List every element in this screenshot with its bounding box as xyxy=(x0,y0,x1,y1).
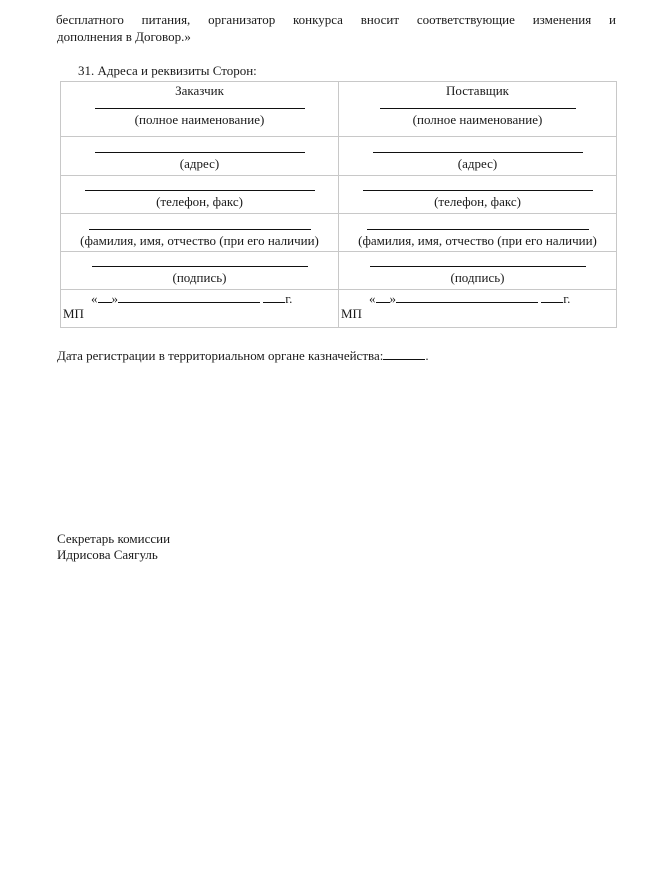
supplier-signature-cell xyxy=(339,252,617,290)
year-blank xyxy=(263,292,285,303)
table-row xyxy=(61,137,617,176)
signature-line xyxy=(89,229,311,230)
year-suffix: г. xyxy=(563,291,571,306)
date-quote-close: » xyxy=(389,291,396,306)
customer-header: Заказчик xyxy=(175,83,224,98)
caption-signature: (подпись) xyxy=(450,270,505,285)
signature-line xyxy=(92,266,308,267)
stamp-label: МП xyxy=(341,306,362,321)
month-blank xyxy=(396,292,538,303)
caption-phone-fax: (телефон, факс) xyxy=(156,194,243,209)
registration-blank xyxy=(383,349,425,360)
caption-full-name: (полное наименование) xyxy=(412,112,543,127)
stamp-label: МП xyxy=(63,306,84,321)
year-suffix: г. xyxy=(285,291,293,306)
caption-address: (адрес) xyxy=(179,156,220,171)
date-field xyxy=(339,290,616,306)
customer-phone-cell xyxy=(61,176,339,214)
customer-date-cell xyxy=(61,290,339,328)
caption-address: (адрес) xyxy=(457,156,498,171)
table-row xyxy=(61,82,617,137)
supplier-address-cell xyxy=(339,137,617,176)
registration-date-line xyxy=(57,348,429,364)
table-row xyxy=(61,176,617,214)
customer-name-cell xyxy=(61,82,339,137)
caption-full-name: (полное наименование) xyxy=(134,112,265,127)
registration-label: Дата регистрации в территориальном органе казначейства: xyxy=(57,348,384,363)
supplier-header: Поставщик xyxy=(445,83,509,98)
customer-fio-cell xyxy=(61,214,339,252)
paragraph-line-2: дополнения в Договор.» xyxy=(57,29,191,44)
table-row xyxy=(61,290,617,328)
signature-line xyxy=(95,108,305,109)
day-blank xyxy=(98,292,112,303)
caption-fio: (фамилия, имя, отчество (при его наличии) xyxy=(358,233,597,248)
signature-line xyxy=(380,108,576,109)
signature-line xyxy=(367,229,589,230)
supplier-phone-cell xyxy=(339,176,617,214)
table-row xyxy=(61,214,617,252)
secretary-title: Секретарь комиссии xyxy=(57,531,171,546)
caption-fio: (фамилия, имя, отчество (при его наличии) xyxy=(80,233,319,248)
section-heading: 31. Адреса и реквизиты Сторон: xyxy=(78,63,257,78)
registration-end: . xyxy=(425,348,429,363)
secretary-name: Идрисова Саягуль xyxy=(57,547,158,562)
customer-signature-cell xyxy=(61,252,339,290)
signature-line xyxy=(370,266,586,267)
signature-line xyxy=(373,152,583,153)
caption-signature: (подпись) xyxy=(172,270,227,285)
supplier-name-cell xyxy=(339,82,617,137)
supplier-date-cell xyxy=(339,290,617,328)
date-quote-open: « xyxy=(91,291,98,306)
date-quote-open: « xyxy=(369,291,376,306)
date-field xyxy=(61,290,338,306)
signature-line xyxy=(95,152,305,153)
table-row xyxy=(61,252,617,290)
paragraph-line-1: бесплатного питания, организатор конкурса вносит соответствующие изменения и xyxy=(56,12,616,27)
year-blank xyxy=(541,292,563,303)
signature-line xyxy=(85,190,315,191)
day-blank xyxy=(376,292,390,303)
month-blank xyxy=(118,292,260,303)
customer-address-cell xyxy=(61,137,339,176)
signature-line xyxy=(363,190,593,191)
date-quote-close: » xyxy=(111,291,118,306)
requisites-table xyxy=(60,81,617,328)
supplier-fio-cell xyxy=(339,214,617,252)
caption-phone-fax: (телефон, факс) xyxy=(434,194,521,209)
